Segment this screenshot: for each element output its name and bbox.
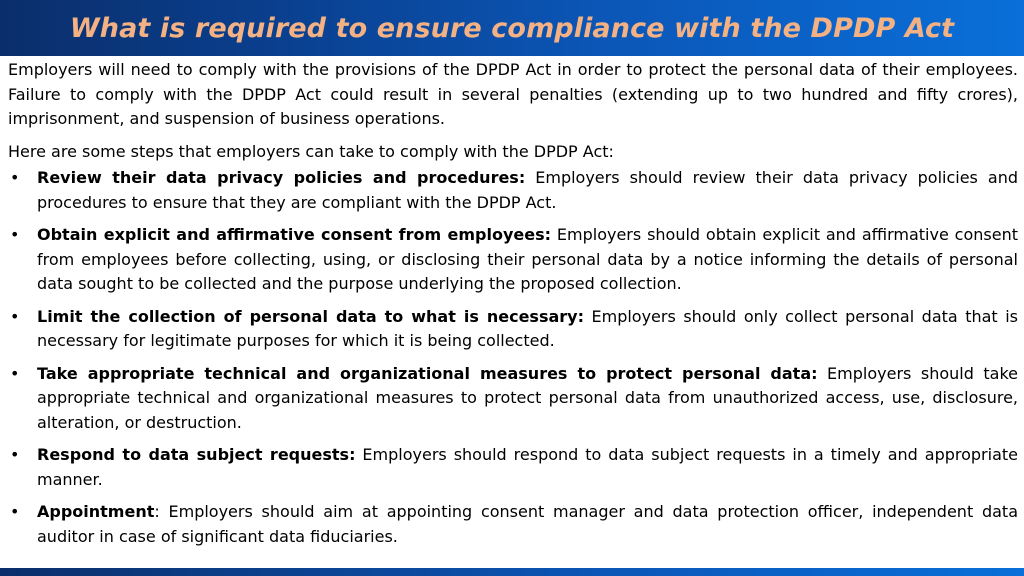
step-text: Employers should only collect personal data that is necessary for legitimate purposes for which it is being collected. — [37, 306, 1018, 350]
step-title: Obtain explicit and affirmative consent from employees: — [37, 225, 552, 244]
slide-body — [8, 58, 1018, 557]
title-banner — [0, 0, 1024, 56]
step-text: Employers should respond to data subject requests in a timely and appropriate manner. — [37, 445, 1018, 489]
bullet-icon: • — [10, 306, 20, 326]
bullet-icon: • — [10, 502, 20, 521]
slide-title: What is required to ensure compliance with the DPDP Act — [69, 12, 955, 44]
step-text: Employers should review their data privacy policies and procedures to ensure that they are compliant with the DPDP Act. — [37, 168, 1018, 212]
step-title: Respond to data subject requests: — [37, 445, 356, 464]
bullet-icon: • — [10, 445, 20, 464]
step-appointment — [8, 500, 1018, 549]
step-review-policies — [8, 166, 1018, 215]
steps-intro: Here are some steps that employers can take to comply with the DPDP Act: — [8, 141, 614, 161]
step-text: Employers should obtain explicit and affirmative consent from employees before collecting, using, or disclosing their personal data by a notice informing the details of personal data sought to be collected and the purpose underlying the proposed collection. — [37, 225, 1018, 293]
step-title: Review their data privacy policies and procedures: — [37, 168, 526, 187]
step-title: Limit the collection of personal data to what is necessary: — [37, 306, 584, 326]
footer-bar — [0, 568, 1024, 576]
step-respond-requests — [8, 443, 1018, 492]
step-title: Take appropriate technical and organizational measures to protect personal data: — [37, 363, 818, 383]
intro-paragraph: Employers will need to comply with the provisions of the DPDP Act in order to protect the personal data of their employees. Failure to comply with the DPDP Act could result in several penalties (extending up to two hundred and fifty crores), imprisonment, and suspension of business operations. — [8, 60, 1018, 128]
bullet-icon: • — [10, 225, 20, 244]
bullet-icon: • — [10, 168, 20, 187]
step-technical-measures — [8, 362, 1018, 436]
step-limit-collection — [8, 305, 1018, 354]
step-title: Appointment — [37, 502, 155, 521]
step-text: : Employers should aim at appointing consent manager and data protection officer, independent data auditor in case of significant data fiduciaries. — [37, 502, 1018, 546]
bullet-icon: • — [10, 363, 20, 383]
steps-list — [8, 166, 1018, 549]
step-obtain-consent — [8, 223, 1018, 297]
step-text: Employers should take appropriate technical and organizational measures to protect personal data from unauthorized access, use, disclosure, alteration, or destruction. — [37, 363, 1018, 432]
